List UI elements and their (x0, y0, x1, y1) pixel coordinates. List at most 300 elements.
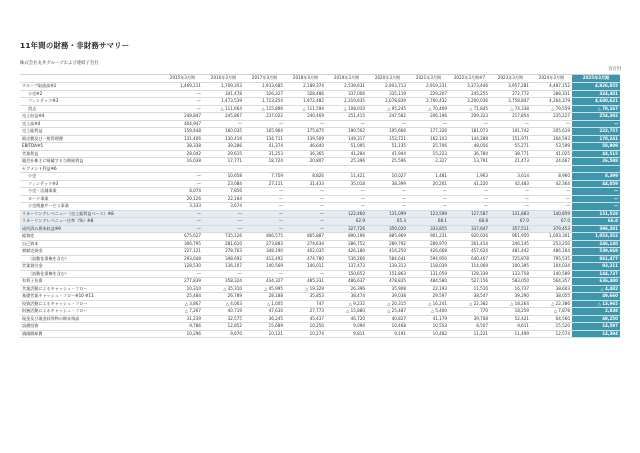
table-row (20, 330, 620, 338)
value-cell: △ 15,880 (326, 308, 367, 316)
value-cell: 136,107 (203, 263, 244, 271)
value-cell: 178,241 (572, 135, 620, 143)
value-cell (244, 165, 285, 173)
value-cell: 41,284 (326, 150, 367, 158)
value-cell: 478,835 (367, 278, 408, 286)
value-cell: 151,971 (490, 135, 531, 143)
value-cell: △ 35,310 (203, 285, 244, 293)
value-cell: 151,528 (572, 210, 620, 218)
value-cell: — (244, 120, 285, 128)
value-cell: — (326, 203, 367, 211)
value-cell: 16,737 (490, 285, 531, 293)
summary-table (20, 74, 620, 338)
value-cell (490, 165, 531, 173)
value-cell: 31,253 (244, 150, 285, 158)
value-cell: 2,760,432 (408, 98, 449, 106)
value-cell: 4,264,379 (531, 98, 572, 106)
value-cell: 27,773 (285, 308, 326, 316)
value-cell: 335,119 (367, 90, 408, 98)
value-cell: 2,903,713 (367, 83, 408, 91)
value-cell: 25,396 (326, 158, 367, 166)
value-cell: — (162, 180, 203, 188)
value-cell: — (572, 120, 620, 128)
year-header: 2020年3月期 (367, 75, 408, 83)
value-cell: 131,406 (162, 135, 203, 143)
value-cell: △ 5,400 (408, 308, 449, 316)
value-cell: 961,950 (490, 233, 531, 241)
row-label: 小売・店舗事業 (20, 188, 162, 196)
value-cell: 8,826 (285, 173, 326, 181)
value-cell: — (203, 270, 244, 278)
value-cell: — (572, 195, 620, 203)
value-cell: 2,310,635 (326, 98, 367, 106)
value-cell: 65.3 (367, 218, 408, 226)
value-cell: 131,883 (490, 210, 531, 218)
value-cell: — (244, 270, 285, 278)
value-cell: 9,094 (326, 323, 367, 331)
value-cell: — (285, 270, 326, 278)
value-cell: 38,399 (367, 180, 408, 188)
value-cell: △ 7,878 (531, 308, 572, 316)
value-cell: 281,610 (203, 240, 244, 248)
value-cell: 747 (285, 300, 326, 308)
value-cell: — (285, 210, 326, 218)
value-cell: 159,448 (162, 128, 203, 136)
value-cell: 118,039 (408, 263, 449, 271)
value-cell: 36,784 (449, 150, 490, 158)
value-cell (531, 165, 572, 173)
value-cell: 51,095 (326, 143, 367, 151)
row-label: （流動化債権を含む） (20, 270, 162, 278)
value-cell: 288,331 (531, 90, 572, 98)
value-cell: — (285, 188, 326, 196)
value-cell: 181,073 (449, 128, 490, 136)
value-cell: 41,374 (244, 143, 285, 151)
value-cell: 251,415 (326, 113, 367, 121)
row-label: 消去 (20, 105, 162, 113)
value-cell: 39,708 (449, 315, 490, 323)
value-cell: 36,245 (244, 315, 285, 323)
value-cell: 31,239 (162, 315, 203, 323)
value-cell: 885,969 (367, 233, 408, 241)
value-cell: 7,856 (203, 188, 244, 196)
value-cell: 165,964 (244, 128, 285, 136)
table-row (20, 135, 620, 143)
row-label: 小売関連サービス事業 (20, 203, 162, 211)
value-cell: 274,634 (285, 240, 326, 248)
value-cell: 41,025 (531, 150, 572, 158)
value-cell: 20,201 (408, 180, 449, 188)
value-cell: 20,126 (162, 195, 203, 203)
value-cell: 583,050 (490, 278, 531, 286)
row-label: 投資活動によるキャッシュ・フロー (20, 300, 162, 308)
table-row (20, 308, 620, 316)
row-label: 減価償却費 (20, 330, 162, 338)
value-cell: 137,473 (326, 263, 367, 271)
value-cell: 341,478 (203, 90, 244, 98)
row-label: （流動化債権を含む） (20, 255, 162, 263)
value-cell: 564,357 (531, 278, 572, 286)
value-cell: 901,231 (408, 233, 449, 241)
value-cell: 402,035 (285, 248, 326, 256)
value-cell: 1,481 (408, 173, 449, 181)
value-cell (367, 165, 408, 173)
value-cell: 114,069 (449, 263, 490, 271)
value-cell: 140,859 (531, 210, 572, 218)
table-row (20, 188, 620, 196)
value-cell: 104,034 (531, 263, 572, 271)
value-cell: 235,227 (531, 113, 572, 121)
value-cell: 10,250 (285, 323, 326, 331)
value-cell: 725,878 (490, 255, 531, 263)
value-cell: 227,121 (162, 248, 203, 256)
value-cell: 16,038 (162, 158, 203, 166)
value-cell: 38,474 (326, 293, 367, 301)
year-header: 2019年3月期 (326, 75, 367, 83)
value-cell: 164,593 (531, 135, 572, 143)
row-label: 小売※2 (20, 90, 162, 98)
value-cell: 584,641 (367, 255, 408, 263)
value-cell: 151,863 (367, 270, 408, 278)
value-cell: 278,763 (203, 248, 244, 256)
value-cell: 25,706 (408, 143, 449, 151)
value-cell: 162,103 (408, 135, 449, 143)
value-cell: 474,780 (285, 255, 326, 263)
page-title: 11年間の財務・非財務サマリー (20, 41, 130, 50)
value-cell: 32,575 (203, 315, 244, 323)
value-cell: 140,589 (531, 270, 572, 278)
table-row (20, 83, 620, 91)
row-label: 親会社株主に帰属する当期純利益 (20, 158, 162, 166)
value-cell: 38,055 (531, 293, 572, 301)
value-cell: 527,156 (449, 278, 490, 286)
row-label: セグメント利益※6 (20, 165, 162, 173)
unit-label: 百万円 (608, 67, 621, 72)
value-cell: 306,795 (162, 240, 203, 248)
value-cell: △ 25,487 (367, 308, 408, 316)
table-row (20, 120, 620, 128)
value-cell: 328,486 (285, 90, 326, 98)
value-cell: △ 18,264 (490, 300, 531, 308)
row-label: 営業貸付金 (20, 263, 162, 271)
value-cell: △ 78,167 (572, 105, 620, 113)
year-header: 2015年3月期 (162, 75, 203, 83)
value-cell: 144,288 (449, 135, 490, 143)
value-cell: 1,709,353 (203, 83, 244, 91)
value-cell: 348,692 (203, 255, 244, 263)
value-cell: △ 19,329 (285, 285, 326, 293)
row-label: 基礎営業キャッシュ・フロー※10 ※11 (20, 293, 162, 301)
value-cell: 9,191 (367, 330, 408, 338)
value-cell: 3,758,847 (490, 98, 531, 106)
value-cell: 17,771 (203, 158, 244, 166)
value-cell: 348,190 (244, 248, 285, 256)
value-cell: △ 22,386 (531, 300, 572, 308)
page-subtitle: 株式会社丸井グループおよび連結子会社 (20, 61, 99, 66)
value-cell: 42,483 (490, 180, 531, 188)
value-cell: 67.0 (490, 218, 531, 226)
value-cell: △ 111,664 (203, 105, 244, 113)
value-cell: 44,515 (572, 150, 620, 158)
value-cell: — (285, 195, 326, 203)
row-label: フィンテック※3 (20, 180, 162, 188)
value-cell: 2,838 (572, 308, 620, 316)
value-cell: — (490, 203, 531, 211)
value-cell: 1,003,301 (531, 233, 572, 241)
value-cell: 2,327 (408, 158, 449, 166)
value-cell: 22,193 (408, 285, 449, 293)
value-cell: 486,164 (531, 248, 572, 256)
row-label: 売上総利益 (20, 128, 162, 136)
value-cell: △ 74,338 (490, 105, 531, 113)
value-cell: 1,469,111 (162, 83, 203, 91)
table-row (20, 263, 620, 271)
value-cell: 539,668 (572, 248, 620, 256)
value-cell: — (244, 210, 285, 218)
value-cell: 130,419 (203, 135, 244, 143)
value-cell: 18,724 (244, 158, 285, 166)
value-cell: 10,553 (408, 323, 449, 331)
value-cell: 1,053,352 (572, 233, 620, 241)
value-cell: 14,597 (572, 323, 620, 331)
table-row (20, 98, 620, 106)
value-cell: 237,022 (244, 113, 285, 121)
value-cell: 806,575 (244, 233, 285, 241)
value-cell: 48,056 (449, 143, 490, 151)
value-cell: 20,807 (285, 158, 326, 166)
table-row (20, 128, 620, 136)
table-row (20, 173, 620, 181)
value-cell: 1,963 (449, 173, 490, 181)
value-cell: 12,574 (531, 330, 572, 338)
table-row (20, 315, 620, 323)
value-cell: 9,811 (326, 330, 367, 338)
value-cell: 3,200,036 (449, 98, 490, 106)
year-header: 2017年3月期 (244, 75, 285, 83)
value-cell: 123,599 (408, 210, 449, 218)
value-cell: — (326, 195, 367, 203)
value-cell: — (244, 225, 285, 233)
value-cell: 254,392 (572, 113, 620, 121)
value-cell: — (285, 218, 326, 226)
value-cell: 396,381 (572, 225, 620, 233)
table-row (20, 203, 620, 211)
value-cell: 289,970 (408, 240, 449, 248)
value-cell: 62.9 (326, 218, 367, 226)
value-cell: — (244, 195, 285, 203)
value-cell: 39,290 (490, 293, 531, 301)
table-row (20, 293, 620, 301)
value-cell: 134,711 (244, 135, 285, 143)
value-cell: — (285, 120, 326, 128)
value-cell: 146,011 (285, 263, 326, 271)
value-cell (408, 165, 449, 173)
value-cell: 127,587 (449, 210, 490, 218)
value-cell: 195,666 (367, 128, 408, 136)
value-cell: 333,855 (408, 225, 449, 233)
value-cell: △ 13,965 (572, 300, 620, 308)
value-cell: 4,926,855 (572, 83, 620, 91)
value-cell: 46,640 (285, 143, 326, 151)
value-cell: 100,395 (490, 263, 531, 271)
value-cell: △ 71,845 (449, 105, 490, 113)
value-cell: 38,603 (531, 285, 572, 293)
value-cell: 139,509 (285, 135, 326, 143)
row-label: 営業活動によるキャッシュ・フロー (20, 285, 162, 293)
value-cell: △ 9,232 (326, 300, 367, 308)
table-row (20, 165, 620, 173)
value-cell: △ 115,896 (244, 105, 285, 113)
value-cell: 190,502 (326, 128, 367, 136)
value-cell: 1,933,685 (244, 83, 285, 91)
value-cell: 379,453 (531, 225, 572, 233)
value-cell: 2,678,839 (367, 98, 408, 106)
row-label: 割賦売掛金 (20, 248, 162, 256)
table-row (20, 300, 620, 308)
value-cell: 18,259 (490, 308, 531, 316)
value-cell: 153,721 (367, 135, 408, 143)
value-cell: 10,310 (162, 285, 203, 293)
value-cell: 128,339 (449, 270, 490, 278)
value-cell: — (449, 195, 490, 203)
value-cell: 272,772 (490, 90, 531, 98)
value-cell: 416,250 (367, 248, 408, 256)
table-body (20, 83, 620, 338)
value-cell: 144,737 (572, 270, 620, 278)
table-row (20, 233, 620, 241)
value-cell: 68.1 (408, 218, 449, 226)
value-cell: 357,511 (490, 225, 531, 233)
row-label: 設備投資 (20, 323, 162, 331)
value-cell: 35,908 (367, 285, 408, 293)
value-cell: 861,477 (572, 255, 620, 263)
table-row (20, 323, 620, 331)
value-cell: 13,791 (449, 158, 490, 166)
value-cell: 133,758 (490, 270, 531, 278)
value-cell: 51,135 (367, 143, 408, 151)
value-cell: △ 4,482 (572, 285, 620, 293)
value-cell: 68.8 (449, 218, 490, 226)
row-label: 総資産 (20, 233, 162, 241)
value-cell: 22,184 (203, 195, 244, 203)
value-cell: 35,853 (285, 293, 326, 301)
row-label: 売上高※4 (20, 120, 162, 128)
value-cell: — (244, 188, 285, 196)
value-cell: — (449, 203, 490, 211)
value-cell: 45,437 (285, 315, 326, 323)
table-row (20, 270, 620, 278)
table-row (20, 113, 620, 121)
row-label: 自己資本 (20, 240, 162, 248)
value-cell: 636,480 (572, 278, 620, 286)
value-cell: 10,121 (244, 330, 285, 338)
value-cell: 2,919,231 (408, 83, 449, 91)
table-row (20, 225, 620, 233)
value-cell: 140,569 (244, 263, 285, 271)
value-cell: 46,720 (326, 315, 367, 323)
value-cell: 41,944 (367, 150, 408, 158)
table-row (20, 255, 620, 263)
value-cell (449, 165, 490, 173)
year-header: 2022年3月期※7 (449, 75, 490, 83)
value-cell: △ 4,063 (203, 300, 244, 308)
value-cell: — (490, 188, 531, 196)
value-cell: 273,883 (244, 240, 285, 248)
value-cell: 41,179 (408, 315, 449, 323)
row-label: 有利子負債 (20, 278, 162, 286)
value-cell: — (203, 225, 244, 233)
row-label: グループ取扱高※1 (20, 83, 162, 91)
year-header: 2023年3月期 (490, 75, 531, 83)
table-row (20, 195, 620, 203)
value-cell: 38,771 (490, 150, 531, 158)
value-cell: 11,499 (490, 330, 531, 338)
value-cell: 11,421 (326, 173, 367, 181)
value-cell: — (162, 173, 203, 181)
value-cell: 457,624 (449, 248, 490, 256)
value-cell: 52,421 (490, 315, 531, 323)
row-label: カード事業 (20, 195, 162, 203)
value-cell: — (326, 120, 367, 128)
value-cell: 128,530 (162, 263, 203, 271)
value-cell: 9,786 (162, 323, 203, 331)
value-cell: 337,647 (449, 225, 490, 233)
value-cell: 23,084 (203, 180, 244, 188)
value-cell: 261,414 (449, 240, 490, 248)
value-cell: 249,847 (162, 113, 203, 121)
value-cell: — (531, 188, 572, 196)
value-cell: — (162, 105, 203, 113)
value-cell: — (531, 203, 572, 211)
value-cell: 9,670 (203, 330, 244, 338)
value-cell: 326,327 (244, 90, 285, 98)
value-cell: 31,433 (285, 180, 326, 188)
value-cell: 640,467 (449, 255, 490, 263)
value-cell: — (285, 203, 326, 211)
value-cell (572, 165, 620, 173)
value-cell: 770 (449, 308, 490, 316)
value-cell: 49,660 (572, 293, 620, 301)
value-cell: — (490, 120, 531, 128)
value-cell: 735,126 (203, 233, 244, 241)
value-cell: 53,599 (531, 143, 572, 151)
row-label: 販売費及び一般管理費 (20, 135, 162, 143)
value-cell: △ 20,315 (367, 300, 408, 308)
value-cell: 485,331 (285, 278, 326, 286)
year-header: 2021年3月期 (408, 75, 449, 83)
value-cell: — (203, 210, 244, 218)
value-cell: 8,960 (531, 173, 572, 181)
value-cell: 38,547 (449, 293, 490, 301)
table-row (20, 180, 620, 188)
value-cell: △ 70,409 (408, 105, 449, 113)
table-row (20, 158, 620, 166)
value-cell: 481,442 (490, 248, 531, 256)
value-cell: 15,223 (408, 150, 449, 158)
value-cell: — (449, 120, 490, 128)
row-label: リカーリングレベニュー比率（%）※8 (20, 218, 162, 226)
table-header-row (20, 75, 620, 83)
value-cell: 217,854 (490, 113, 531, 121)
table-row (20, 248, 620, 256)
value-cell: 131,099 (367, 210, 408, 218)
value-cell: 42,364 (531, 180, 572, 188)
table-row (20, 210, 620, 218)
value-cell: — (572, 203, 620, 211)
year-header: 2024年3月期 (531, 75, 572, 83)
table-row (20, 150, 620, 158)
row-label: 成約済み将来収益※9 (20, 225, 162, 233)
